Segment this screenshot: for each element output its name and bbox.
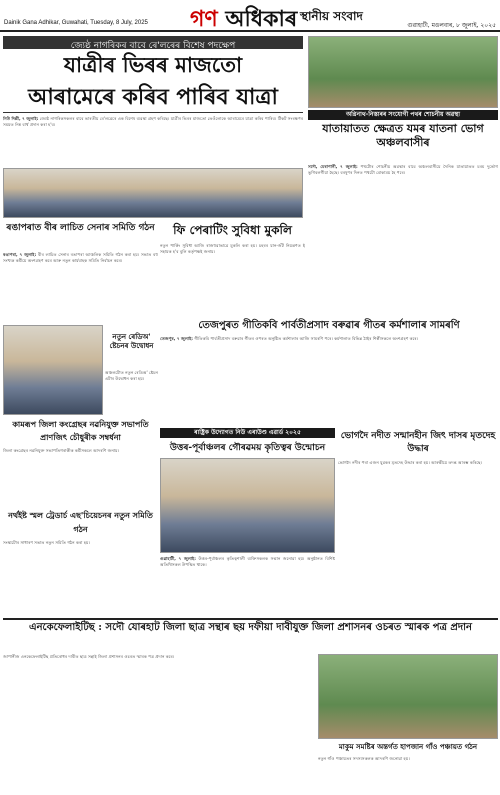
story8-text: উত্তৰ-পূৰ্বাঞ্চলৰ কৃতিত্বশালী ব্যক্তিসকলক সন্মান জনোৱা হয়। অনুষ্ঠানত বিশিষ্ট অতিথিসকল উপস্থিত থাকে। [160,556,335,567]
newspaper-logo [190,2,297,39]
story10-body: সংস্থাটোৰ সাধাৰণ সভাত নতুন সমিতি গঠন কৰা হয়। [3,540,91,545]
story1-headline-2: আৰামেৰে কৰিব পাৰিব যাত্ৰা [3,81,303,113]
story2-dateline: সদৌ, মেৰাপানী, ৭ জুলাই: [308,164,358,169]
story8-kicker: ৰাষ্ট্ৰিক উদ্যোগত নিউ এৰাউণ্ড এৱাৰ্ড ২০২৫ [160,428,335,438]
story5-dateline: তেজপুৰ, ৭ জুলাই: [160,336,193,341]
story11-headline: এনকেফেলাইটিছ : সদৌ যোৰহাট জিলা ছাত্ৰ সন্থাৰ ছয় দফীয়া দাবীযুক্ত জিলা প্ৰশাসনৰ ওচৰত স্মাৰক পত্ৰ প্ৰদান [3,618,498,652]
story6-headline: নতুন ৰেডিঅ' ষ্টেচনৰ উদ্বোধন [109,332,154,350]
story2-photo [308,36,498,108]
story1-photo [3,168,303,218]
story1-dateline: নিউ দিল্লী, ৭ জুলাই: [3,116,39,121]
story9-headline: ভোগদৈ নদীত সন্মানহীন জিৎ দাসৰ মৃতদেহ উদ্ধাৰ [340,431,496,454]
section-name: স্থানীয় সংবাদ [300,9,363,23]
story3-headline: ফি পেৰাটিং সুবিধা মুকলি [173,223,292,237]
story1-text: জ্যেষ্ঠ নাগৰিকসকলৰ বাবে ভাৰতীয় ৰে'লৱেৰে এক বিশেষ ব্যৱস্থা গ্ৰহণ কৰিছে। যাত্ৰীৰ ভিৰৰ মাজতো তেওঁলোকে আৰামেৰে যাত্ৰা কৰিব পাৰিব। টিকট সংৰক্ষণৰ সময়ত নিম্ন বাৰ্থ প্ৰদান কৰা হ'ব। [3,116,303,127]
story7-body: জিলা কংগ্ৰেছৰ নৱনিযুক্ত সভাপতিগৰাকীক কৰ্মীসকলে আদৰণি জনায়। [3,448,120,453]
story12-headline: মাকুম সমষ্টিৰ অন্তৰ্গত হাপজান গাঁও পঞ্চায়ত গঠন [338,742,478,751]
masthead [0,0,500,32]
story8-body [160,556,335,616]
masthead-dateline: Dainik Gana Adhikar, Guwahati, Tuesday, 8 July, 2025 [4,20,148,26]
story1-kicker: জ্যেষ্ঠ নাগৰিকৰ বাবে ৰে'লৰেৰ বিশেষ পদক্ষেপ [3,36,303,49]
story12-photo [318,654,498,739]
story5-headline: তেজপুৰত গীতিকবি পাৰ্বতীপ্ৰসাদ বৰুৱাৰ গীতৰ কৰ্মশালাৰ সামৰণি [198,320,460,331]
story11-body: জাপানীজ এনকেফেলাইটিছ প্ৰতিৰোধৰ দাবীত ছাত্ৰ সন্থাই জিলা প্ৰশাসনৰ ওচৰত স্মাৰক পত্ৰ প্ৰদান কৰে। [3,654,175,659]
story1-body [3,116,303,166]
story1-headline-1: যাত্ৰীৰ ভিৰৰ মাজতো [63,52,243,77]
story8-dateline: গুৱাহাটী, ৭ জুলাই: [160,556,196,561]
story2-kicker: অগ্নিনাথ-নিস্তাৰৰ সংযোগী পথৰ শোচনীয় অৱস্থা [308,110,498,120]
story12-body: নতুন গাঁও পঞ্চায়তৰ সদস্যসকলক আদৰণি জনোৱা হয়। [318,756,410,761]
story10-headline: নৰ্থইষ্ট স্মল ট্ৰেডাৰ্চ এছ'চিয়েচনৰ নতুন সমিতি গঠন [8,510,153,534]
story7-headline: কামৰূপ জিলা কংগ্ৰেছৰ নৱনিযুক্ত সভাপতি প্ৰাণজিৎ চৌধুৰীক সম্বৰ্ধনা [12,419,149,442]
story4-headline: ৰঙাপৰাত বীৰ লাচিত সেনাৰ সমিতি গঠন [6,223,155,233]
story4-photo [3,325,103,415]
story3-body: নতুন পাৰ্কিং সুবিধা আজি ৰাজহুৱাভাৱে মুকলি কৰা হয়। চহৰৰ যান-জঁট নিয়ন্ত্ৰণত ই সহায়ক হ'ব বুলি কৰ্তৃপক্ষই জনায়। [160,243,305,254]
story8-headline: উত্তৰ-পূৰ্বাঞ্চলৰ গৌৰৱময় কৃতিত্বৰ উন্মোচন [169,443,326,453]
logo-main: অধিকাৰ [225,6,298,32]
story5-body [160,336,498,426]
story2-headline: যাতায়াতত ক্ষেত্ৰত যমৰ যাতনা ভোগ অঞ্চলবাসীৰ [322,122,484,149]
story4-dateline: ৰঙাপৰা, ৭ জুলাই: [3,252,37,257]
masthead-date: গুৱাহাটী, মঙলবাৰ, ৮ জুলাই, ২০২৫ [407,22,496,29]
story8-photo [160,458,335,553]
story4-text: বীৰ লাচিত সেনাৰ ৰঙাপৰা আঞ্চলিক সমিতি গঠন কৰা হয়। সভাত বহু সংখ্যক কৰ্মীয়ে অংশগ্ৰহণ কৰে আৰু নতুন কাৰ্যবাহক সমিতি নিৰ্বাচন কৰে। [3,252,158,263]
logo-prefix: গণ [190,6,218,32]
story5-text: গীতিকবি পাৰ্বতীপ্ৰসাদ বৰুৱাৰ গীতৰ ওপৰত অনুষ্ঠিত কৰ্মশালাৰ আজি সামৰণি পৰে। কৰ্মশালাত বিভিন্ন ঠাইৰ শিল্পীসকলে অংশগ্ৰহণ কৰে। [194,336,419,341]
story9-body: ভোগদৈ নদীৰ পৰা এজন যুৱকৰ মৃতদেহ উদ্ধাৰ কৰা হয়। আৰক্ষীয়ে তদন্ত আৰম্ভ কৰিছে। [338,460,483,465]
story4-body [3,252,158,322]
story2-body [308,164,498,284]
story2-text: পথটোৰ শোচনীয় অৱস্থাৰ বাবে অঞ্চলবাসীয়ে দৈনিক যাতায়াতত চৰম দুৰ্ভোগ ভুগিবলগীয়া হৈছে। বৰষুণৰ দিনত পথটো বোকাময় হৈ পৰে। [308,164,498,175]
story6-body: অঞ্চলটোত নতুন ৰেডিঅ' ষ্টেচন এটাৰ উদ্বোধন কৰা হয়। [105,370,158,381]
